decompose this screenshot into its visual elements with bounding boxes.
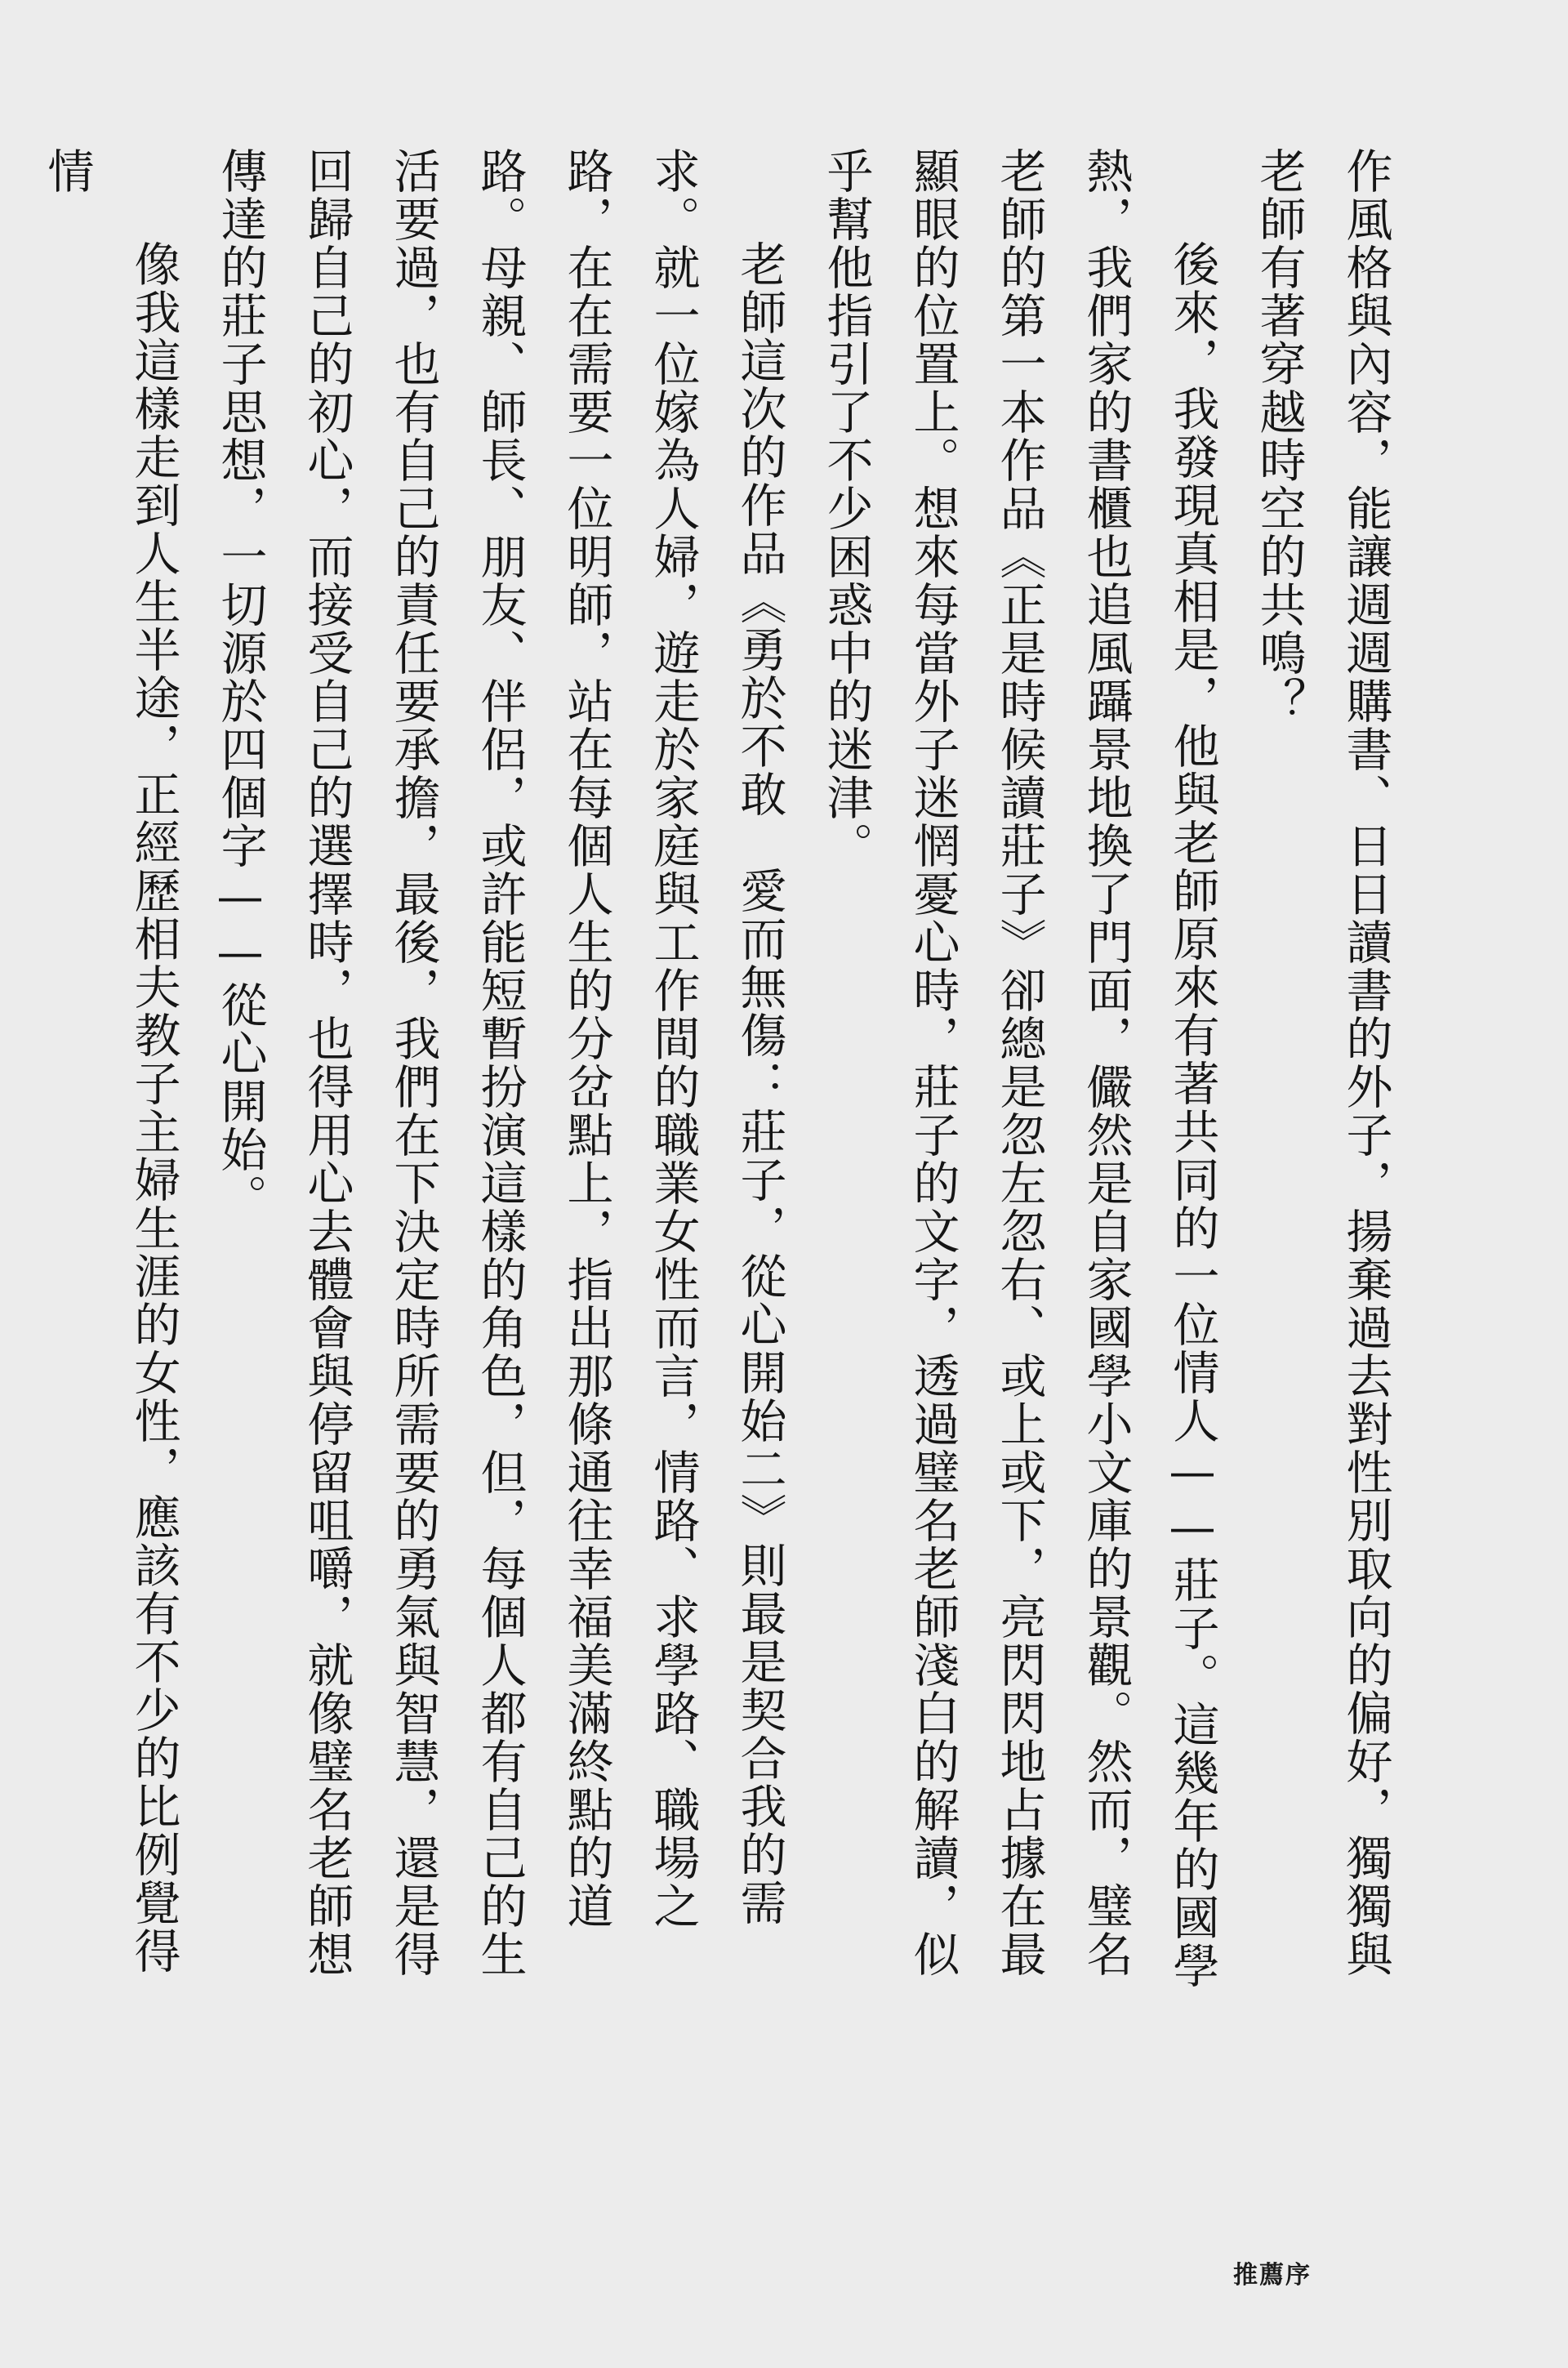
page-footer-label: 推薦序 — [1233, 2261, 1312, 2290]
paragraph: 像我這樣走到人生半途，正經歷相夫教子主婦生涯的女性，應該有不少的比例覺得情 — [40, 147, 180, 1975]
paragraph-continued: 作風格與內容，能讓週週購書、日日讀書的外子，揚棄過去對性別取向的偏好，獨獨與老師有著穿越時空的共鳴？ — [1252, 147, 1392, 1978]
paragraph: 老師這次的作品《勇於不敢 愛而無傷：莊子，從心開始二》則最是契合我的需求。就一位嫁為人婦，遊走於家庭與工作間的職業女性而言，情路、求學路、職場之路，在在需要一位明師，站在每個人生的分岔點上，指出那條通往幸福美滿終點的道路。母親、師長、朋友、伴侶，或許能短暫扮演這樣的角色，但，每個人都有自己的生活要過，也有自己的責任要承擔，最後，我們在下決定時所需要的勇氣與智慧，還是得回歸自己的初心，而接受自己的選擇時，也得用心去體會與停留咀嚼，就像璧名老師想傳達的莊子思想，一切源於四個字——從心開始。 — [213, 147, 786, 1978]
paragraph: 後來，我發現真相是，他與老師原來有著共同的一位情人——莊子。這幾年的國學熱，我們家的書櫃也追風躡景地換了門面，儼然是自家國學小文庫的景觀。然而，璧名老師的第一本作品《正是時候讀莊子》卻總是忽左忽右、或上或下，亮閃閃地占據在最顯眼的位置上。想來每當外子迷惘憂心時，莊子的文字，透過璧名老師淺白的解讀，似乎幫他指引了不少困惑中的迷津。 — [819, 147, 1219, 1990]
vertical-text-body — [40, 147, 1409, 2018]
